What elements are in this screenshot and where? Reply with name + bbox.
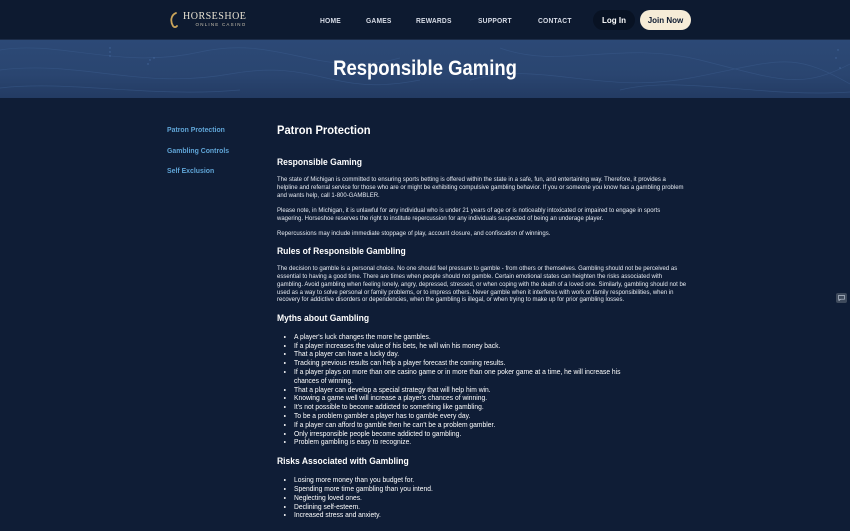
risks-list xyxy=(294,476,687,520)
list-item: • Declining self-esteem. xyxy=(294,503,656,512)
hero-banner xyxy=(0,40,850,98)
paragraph: The decision to gamble is a personal choice. No one should feel pressure to gamble - from others or themselves. Gambling should not be perceived as essential to having a good time. There are times when people should not gamble. Certain emotional states can heighten the risks associated with gambling. Avoid gambling when feeling lonely, angry, depressed, stressed, or when coping with the death of a loved one. Similarly, gambling should not be used as a way to solve personal or family problems, or to impress others. Never gamble when it interferes with work or family responsibilities, when in recovery for addictive disorders or dependencies, when the gambling is illegal, or when trying to make up for prior gambling losses. xyxy=(277,266,687,304)
list-item: • Spending more time gambling than you intend. xyxy=(294,485,656,494)
list-item: • If a player increases the value of his bets, he will win his money back. xyxy=(294,342,656,351)
list-item-continuation: chances of winning. xyxy=(294,375,353,385)
site-header xyxy=(0,0,850,40)
list-item: • If a player plays on more than one casino game or in more than one poker game at a time, he will increase his xyxy=(294,368,656,377)
page-title: Responsible Gaming xyxy=(333,57,517,80)
list-item: • That a player can have a lucky day. xyxy=(294,350,656,359)
risks-heading: Risks Associated with Gambling xyxy=(277,456,409,467)
paragraph: The state of Michigan is committed to ensuring sports betting is offered within the state in a safe, fun, and entertaining way. Therefore, it provides a helpline and referral service for those who are or might be exhibiting compulsive gambling behavior. If you or someone you know has a gambling problem and wants help, call 1-800-GAMBLER. xyxy=(277,177,684,199)
list-item: • If a player can afford to gamble then he can't be a problem gambler. xyxy=(294,421,656,430)
sidebar-nav xyxy=(167,125,235,187)
nav-rewards[interactable]: REWARDS xyxy=(416,15,453,25)
myths-list xyxy=(294,333,687,447)
list-item: • Only irresponsible people become addicted to gambling. xyxy=(294,430,656,439)
list-item: • That a player can develop a special strategy that will help him win. xyxy=(294,386,656,395)
nav-support[interactable]: SUPPORT xyxy=(478,15,512,25)
myths-heading: Myths about Gambling xyxy=(277,312,370,323)
join-now-button[interactable]: Join Now xyxy=(640,10,691,30)
section-heading: Patron Protection xyxy=(277,123,371,137)
login-button[interactable]: Log In xyxy=(593,10,635,30)
list-item: • Knowing a game well will increase a player's chances of winning. xyxy=(294,394,656,403)
logo-name: HORSESHOE xyxy=(183,11,247,23)
list-item: • Neglecting loved ones. xyxy=(294,494,656,503)
list-item: • Problem gambling is easy to recognize. xyxy=(294,438,656,447)
list-item: • To be a problem gambler a player has to gamble every day. xyxy=(294,412,656,421)
paragraph: Repercussions may include immediate stoppage of play, account closure, and confiscation of winnings. xyxy=(277,230,551,237)
main-nav xyxy=(310,0,597,40)
list-item: • Increased stress and anxiety. xyxy=(294,511,656,520)
main-content xyxy=(277,123,687,529)
logo-subtitle: ONLINE CASINO xyxy=(195,22,247,28)
sidebar-item-patron-protection[interactable]: Patron Protection xyxy=(167,125,225,134)
nav-contact[interactable]: CONTACT xyxy=(537,15,572,25)
list-item: • It's not possible to become addicted to something like gambling. xyxy=(294,403,656,412)
sidebar-item-gambling-controls[interactable]: Gambling Controls xyxy=(167,145,230,155)
responsible-gaming-heading: Responsible Gaming xyxy=(277,157,362,167)
horseshoe-icon xyxy=(170,12,180,28)
nav-home[interactable]: HOME xyxy=(320,15,341,25)
rules-heading: Rules of Responsible Gambling xyxy=(277,246,406,257)
list-item: • Tracking previous results can help a player forecast the coming results. xyxy=(294,359,656,368)
horseshoe-logo[interactable] xyxy=(170,11,246,29)
list-item: • A player's luck changes the more he gambles. xyxy=(294,333,656,342)
nav-games[interactable]: GAMES xyxy=(365,15,392,25)
feedback-widget-icon[interactable] xyxy=(836,293,847,303)
list-item: • Losing more money than you budget for. xyxy=(294,476,656,485)
paragraph: Please note, in Michigan, it is unlawful for any individual who is under 21 years of age or is noticeably intoxicated or impaired to engage in sports wagering. Horseshoe reserves the right to institute repercussion for any individuals suspected of being an underage player. xyxy=(277,207,661,222)
sidebar-item-self-exclusion[interactable]: Self Exclusion xyxy=(167,166,215,175)
